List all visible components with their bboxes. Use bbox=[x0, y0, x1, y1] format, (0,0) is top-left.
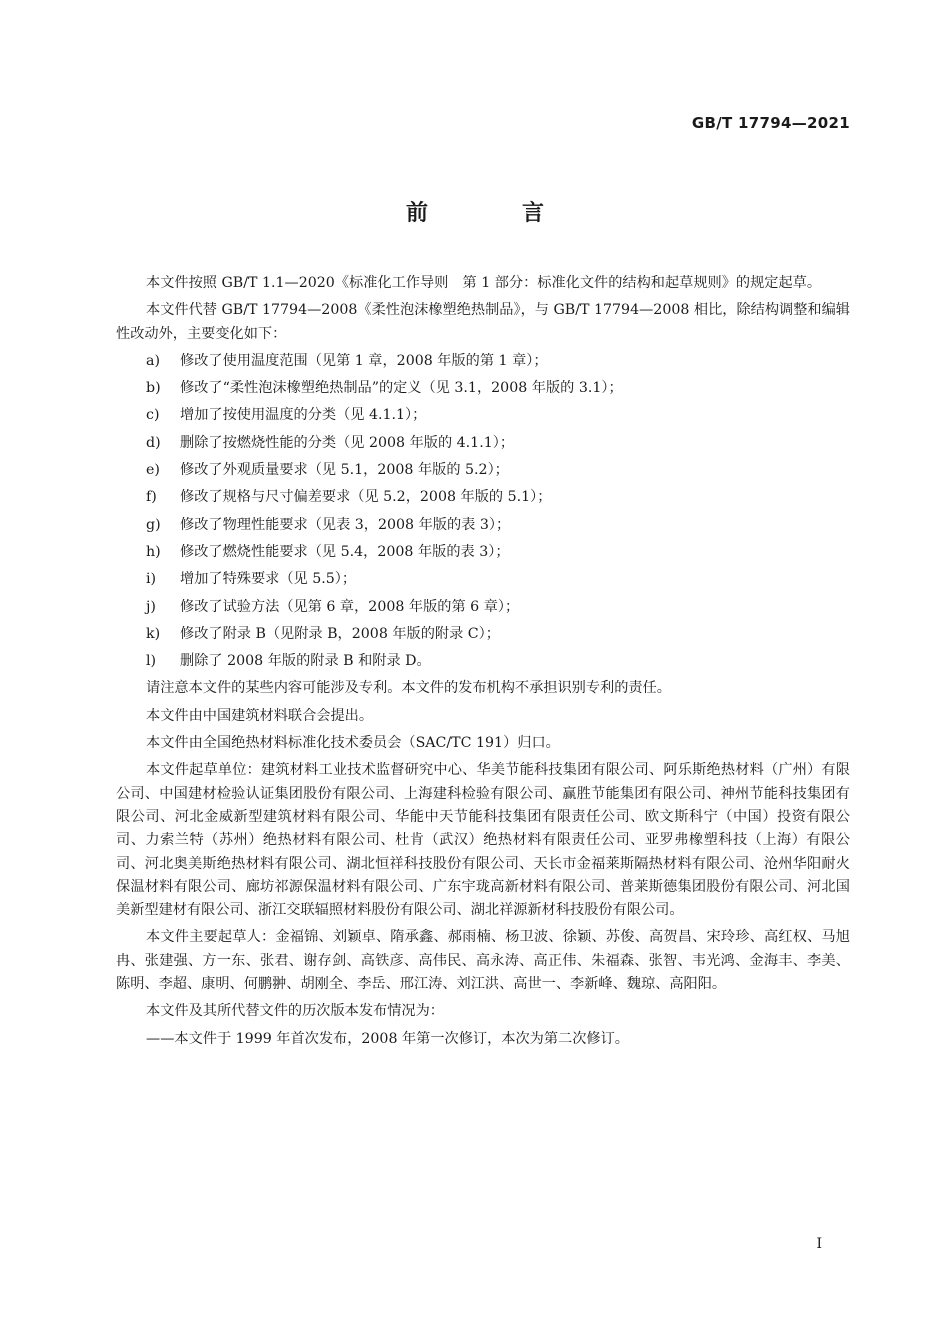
list-marker: a) bbox=[146, 352, 160, 369]
paragraph-history-intro: 本文件及其所代替文件的历次版本发布情况为： bbox=[146, 1003, 444, 1020]
list-item bbox=[116, 514, 850, 537]
list-item-text: 修改了“柔性泡沫橡塑绝热制品”的定义（见 3.1，2008 年版的 3.1）； bbox=[180, 380, 623, 397]
changes-list bbox=[116, 350, 850, 678]
list-marker: c) bbox=[146, 407, 160, 424]
list-item bbox=[116, 568, 850, 591]
list-item bbox=[116, 486, 850, 509]
list-marker: d) bbox=[146, 434, 161, 451]
list-marker: k) bbox=[146, 625, 161, 642]
list-item bbox=[116, 350, 850, 373]
list-item-text: 修改了外观质量要求（见 5.1，2008 年版的 5.2）； bbox=[180, 462, 509, 479]
paragraph-drafting-rules: 本文件按照 GB/T 1.1—2020《标准化工作导则 第 1 部分：标准化文件的结构和起草规则》的规定起草。 bbox=[146, 275, 822, 291]
document-body bbox=[116, 272, 850, 1051]
paragraph-replacement: 本文件代替 GB/T 17794—2008《柔性泡沫橡塑绝热制品》，与 GB/T 17794—2008 相比，除结构调整和编辑性改动外，主要变化如下： bbox=[116, 302, 850, 342]
list-item bbox=[116, 432, 850, 455]
paragraph-committee: 本文件由全国绝热材料标准化技术委员会（SAC/TC 191）归口。 bbox=[146, 735, 560, 752]
paragraph-patent-notice: 请注意本文件的某些内容可能涉及专利。本文件的发布机构不承担识别专利的责任。 bbox=[146, 680, 671, 697]
list-item bbox=[116, 459, 850, 482]
list-item bbox=[116, 541, 850, 564]
page-title: 前 言 bbox=[405, 201, 580, 226]
list-item-text: 修改了使用温度范围（见第 1 章，2008 年版的第 1 章）； bbox=[180, 352, 548, 369]
list-marker: b) bbox=[146, 380, 161, 397]
paragraph-drafters: 本文件主要起草人：金福锦、刘颖卓、隋承鑫、郝雨楠、杨卫波、徐颖、苏俊、高贺昌、宋玲珍、高红权、马旭冉、张建强、方一东、张君、谢存剑、高铁彦、高伟民、高永涛、高正伟、朱福森、张智、韦光鸿、金海丰、李美、陈明、李超、康明、何鹏翀、胡刚全、李岳、邢江涛、刘江洪、高世一、李新峰、魏琼、高阳阳。 bbox=[116, 929, 850, 993]
list-item-text: 增加了特殊要求（见 5.5）； bbox=[180, 571, 357, 588]
paragraph-proposer: 本文件由中国建筑材料联合会提出。 bbox=[146, 707, 374, 724]
list-item bbox=[116, 596, 850, 619]
list-marker: g) bbox=[146, 516, 161, 533]
list-item-text: 修改了物理性能要求（见表 3，2008 年版的表 3）； bbox=[180, 516, 511, 533]
list-item-text: 修改了附录 B（见附录 B，2008 年版的附录 C）； bbox=[180, 625, 500, 642]
list-marker: h) bbox=[146, 543, 161, 560]
list-marker: f) bbox=[146, 489, 157, 506]
page-number: I bbox=[816, 1236, 822, 1252]
standard-code: GB/T 17794—2021 bbox=[691, 114, 850, 132]
paragraph-drafting-units: 本文件起草单位：建筑材料工业技术监督研究中心、华美节能科技集团有限公司、阿乐斯绝热材料（广州）有限公司、中国建材检验认证集团股份有限公司、上海建科检验有限公司、赢胜节能集团有限公司、神州节能科技集团有限公司、河北金威新型建筑材料有限公司、华能中天节能科技集团有限责任公司、欧文斯科宁（中国）投资有限公司、力索兰特（苏州）绝热材料有限公司、杜肯（武汉）绝热材料有限责任公司、亚罗弗橡塑科技（上海）有限公司、河北奥美斯绝热材料有限公司、湖北恒祥科技股份有限公司、天长市金福莱斯隔热材料有限公司、沧州华阳耐火保温材料有限公司、廊坊祁源保温材料有限公司、广东宇珑高新材料有限公司、普莱斯德集团股份有限公司、河北国美新型建材有限公司、浙江交联辐照材料股份有限公司、湖北祥源新材科技股份有限公司。 bbox=[116, 762, 850, 919]
list-item-text: 修改了规格与尺寸偏差要求（见 5.2，2008 年版的 5.1）； bbox=[180, 489, 552, 506]
list-marker: e) bbox=[146, 462, 160, 479]
list-marker: i) bbox=[146, 571, 157, 588]
list-item bbox=[116, 650, 850, 673]
list-item-text: 删除了按燃烧性能的分类（见 2008 年版的 4.1.1）； bbox=[180, 434, 515, 451]
list-item-text: 增加了按使用温度的分类（见 4.1.1）； bbox=[180, 407, 427, 424]
list-item bbox=[116, 623, 850, 646]
list-item-text: 修改了试验方法（见第 6 章，2008 年版的第 6 章）； bbox=[180, 598, 520, 615]
list-marker: j) bbox=[146, 598, 156, 615]
paragraph-history: ——本文件于 1999 年首次发布，2008 年第一次修订，本次为第二次修订。 bbox=[146, 1030, 629, 1047]
list-item-text: 修改了燃烧性能要求（见 5.4，2008 年版的表 3）； bbox=[180, 543, 510, 560]
list-item bbox=[116, 377, 850, 400]
list-item-text: 删除了 2008 年版的附录 B 和附录 D。 bbox=[180, 653, 431, 670]
list-item bbox=[116, 404, 850, 427]
list-marker: l) bbox=[146, 653, 157, 670]
